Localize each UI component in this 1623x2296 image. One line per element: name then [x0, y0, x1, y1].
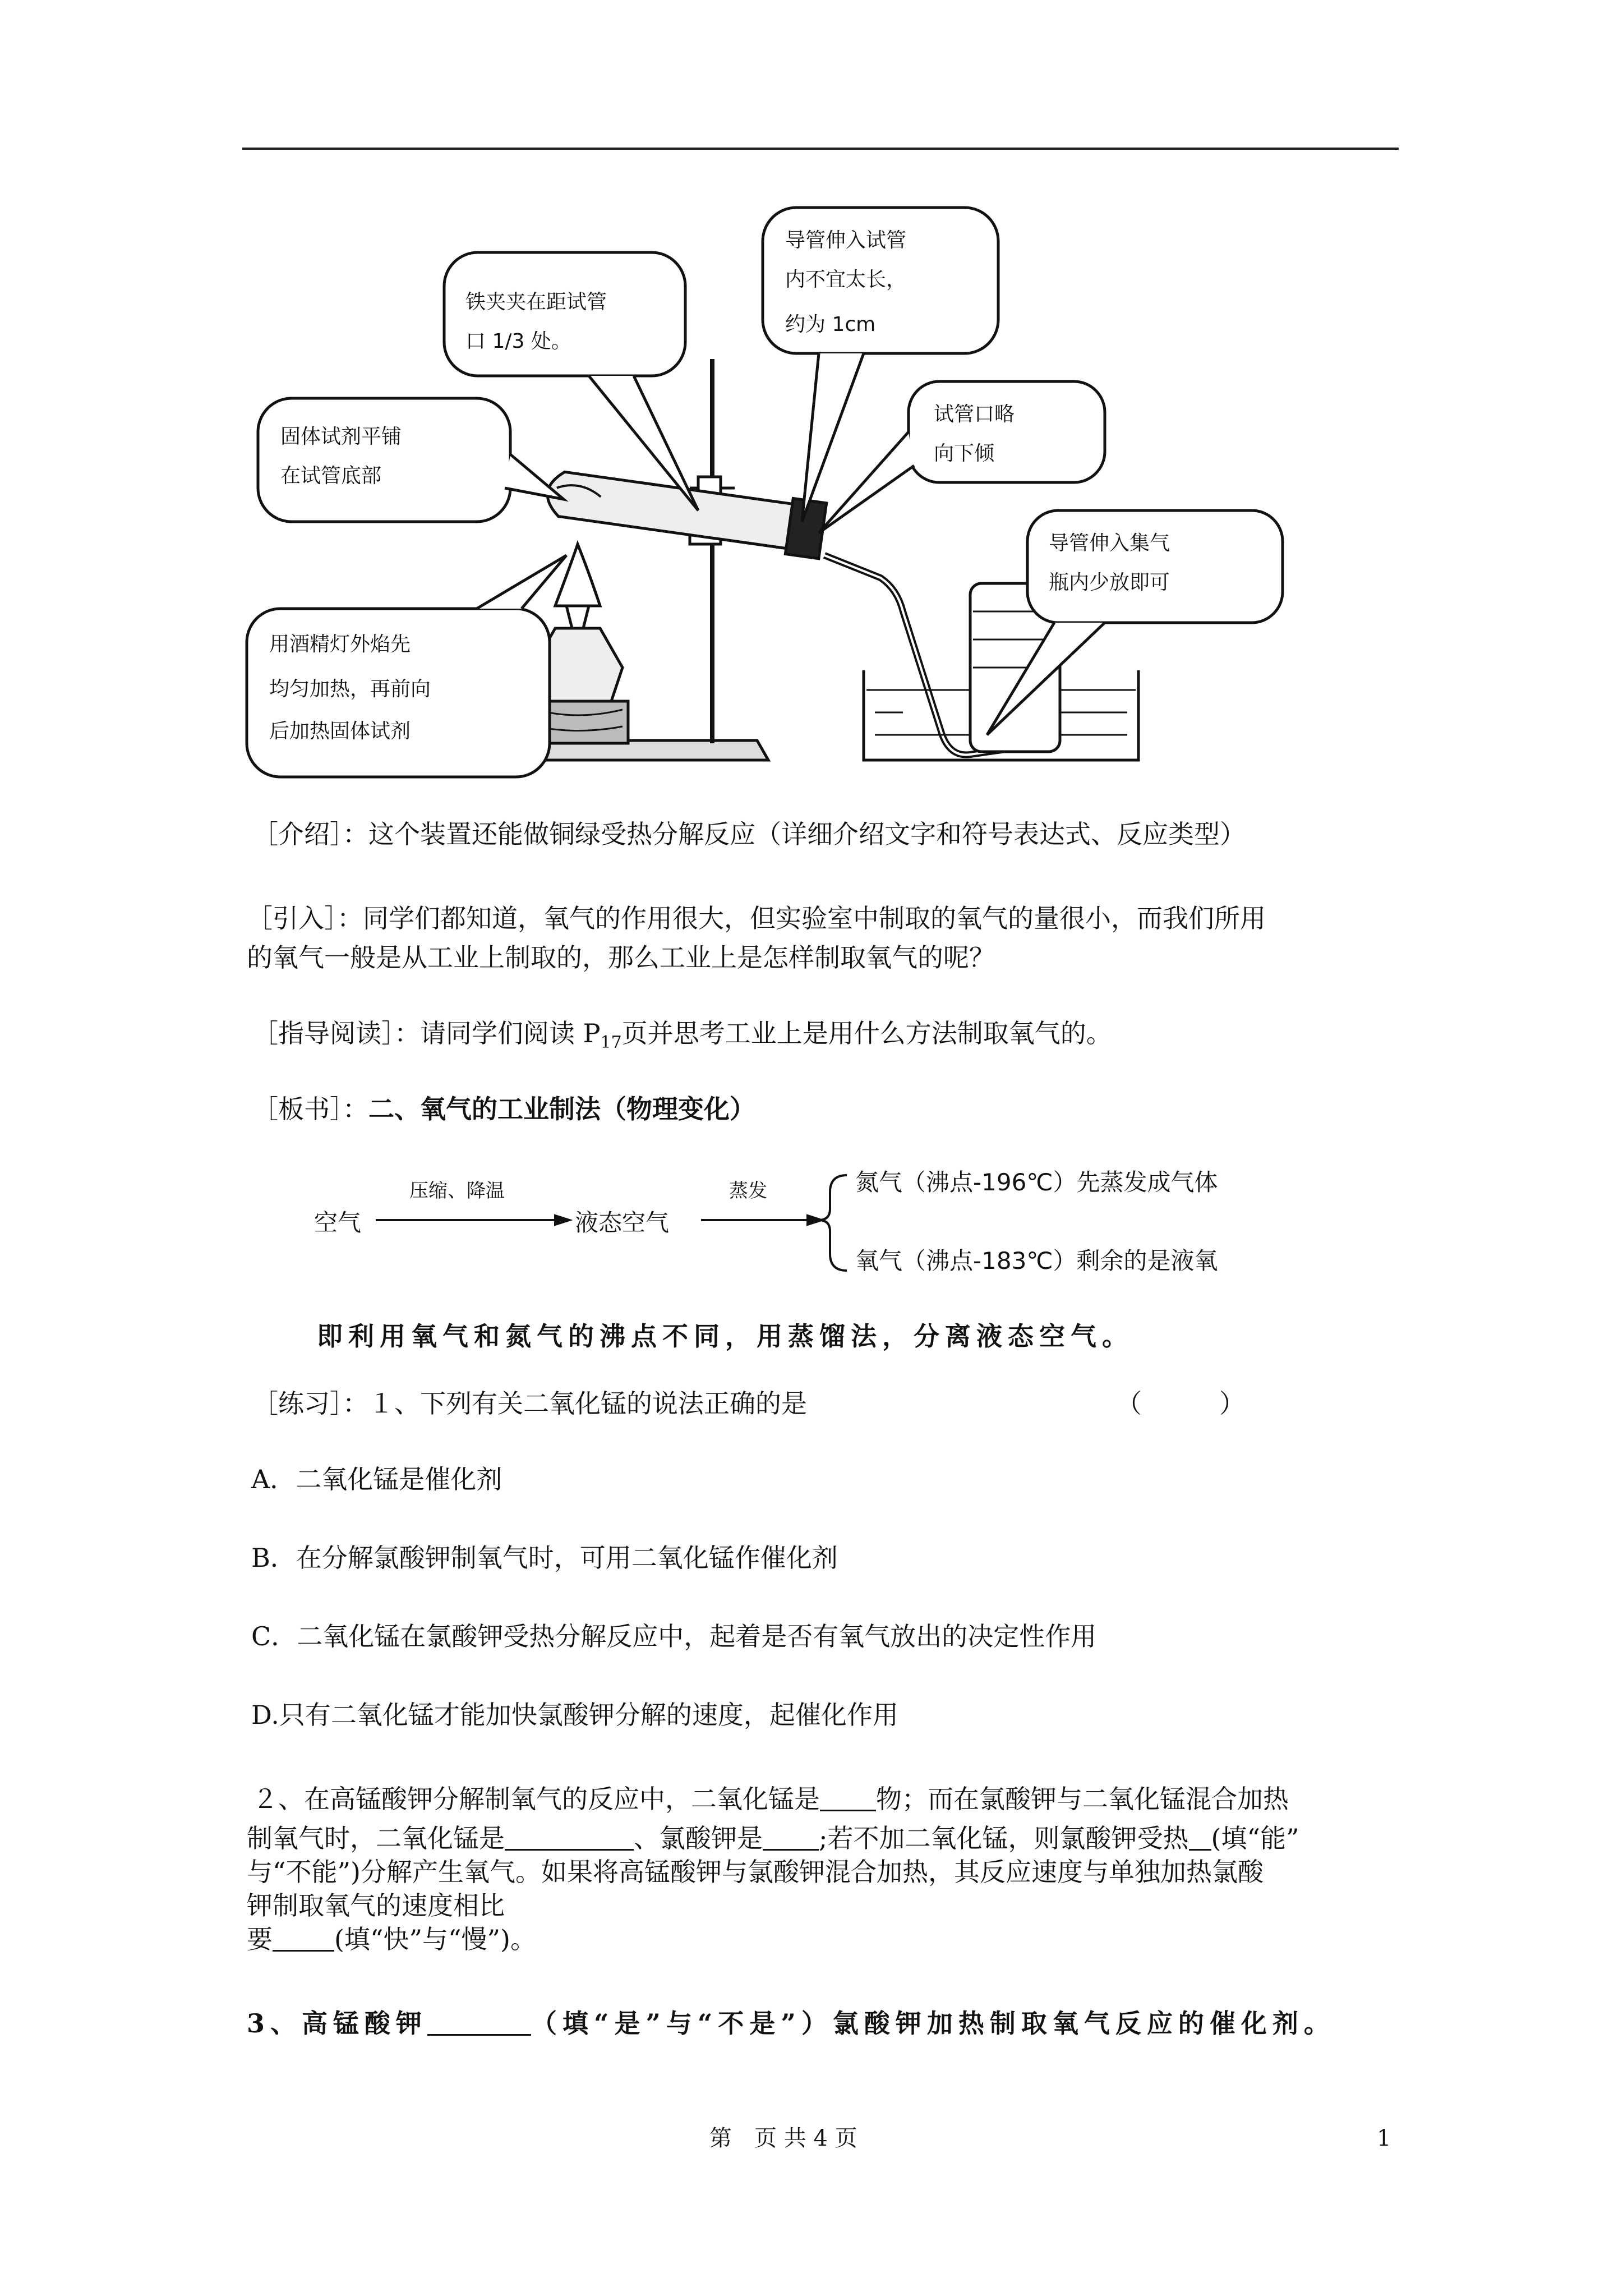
oxygen-line: 氧气（沸点-183℃）剩余的是液氧 — [855, 1247, 1218, 1274]
exercise-q1-answer-paren: （ ） — [1116, 1388, 1245, 1419]
callout-solid-reagent-text: 固体试剂平铺 在试管底部 — [280, 425, 402, 487]
callout-gas-bottle-bubble — [1027, 510, 1283, 623]
exercise-q2-line4: 钾制取氧气的速度相比 — [247, 1890, 505, 1921]
option-c: C．二氧化锰在氯酸钾受热分解反应中，起着是否有氧气放出的决定性作用 — [251, 1621, 1097, 1651]
exercise-q2-line1: ２、在高锰酸钾分解制氧气的反应中，二氧化锰是 物；而在氯酸钾与二氧化锰混合加热 — [252, 1784, 1289, 1814]
evaporate-label: 蒸发 — [729, 1180, 767, 1202]
exercise-q2-line5: 要 (填“快”与“慢”)。 — [247, 1924, 536, 1954]
callout-tube-in-text: 导管伸入试管 内不宜太长， 约为 1cm — [785, 229, 907, 336]
exercise-q3: 3、高锰酸钾 （填“是”与“不是”）氯酸钾加热制取氧气反应的催化剂。 — [247, 2008, 1335, 2039]
lead-paragraph-line2: 的氧气一般是从工业上制取的，那么工业上是怎样制取氧气的呢？ — [247, 942, 995, 973]
exercise-q1: ［练习］：１、下列有关二氧化锰的说法正确的是 — [252, 1388, 807, 1419]
exercise-q2-line3: 与“不能”)分解产生氧气。如果将高锰酸钾与氯酸钾混合加热，其反应速度与单独加热氯酸 — [247, 1857, 1264, 1887]
board-heading: ［板书］：二、氧气的工业制法（物理变化） — [252, 1094, 755, 1124]
footer-page-text: 第 页 共 4 页 — [709, 2125, 857, 2151]
option-b: B．在分解氯酸钾制氧气时，可用二氧化锰作催化剂 — [251, 1543, 838, 1573]
callout-solid-reagent-bubble — [258, 398, 510, 522]
industrial-process-diagram — [314, 1164, 1380, 1299]
callout-gas-bottle-text: 导管伸入集气 瓶内少放即可 — [1049, 532, 1170, 594]
exercise-q2-line2: 制氧气时，二氧化锰是 、氯酸钾是 ;若不加二氧化锰，则氯酸钾受热 (填“能” — [247, 1823, 1299, 1853]
option-d: D.只有二氧化锰才能加快氯酸钾分解的速度，起催化作用 — [251, 1700, 898, 1730]
callout-tube-mouth-text: 试管口略 向下倾 — [934, 403, 1015, 465]
guide-reading-paragraph: ［指导阅读］：请同学们阅读 $P_{17}$页并思考工业上是用什么方法制取氧气的。 — [252, 1018, 1112, 1052]
apparatus-figure — [241, 196, 1284, 785]
callout-heating-text: 用酒精灯外焰先 均匀加热，再前向 后加热固体试剂 — [269, 633, 431, 743]
nitrogen-line: 氮气（沸点-196℃）先蒸发成气体 — [855, 1168, 1218, 1196]
liquid-air-label: 液态空气 — [575, 1209, 670, 1236]
summary-line: 即利用氧气和氮气的沸点不同，用蒸馏法，分离液态空气。 — [317, 1321, 1133, 1351]
footer-page-number: 1 — [1377, 2125, 1391, 2151]
callout-iron-clamp-bubble — [444, 252, 685, 376]
callout-tube-mouth-bubble — [909, 381, 1105, 482]
test-tube — [544, 464, 827, 559]
option-a: A．二氧化锰是催化剂 — [251, 1464, 502, 1494]
header-rule — [242, 148, 1399, 150]
compress-cool-label: 压缩、降温 — [409, 1180, 505, 1202]
intro-paragraph: ［介绍］：这个装置还能做铜绿受热分解反应（详细介绍文字和符号表达式、反应类型） — [252, 819, 1246, 849]
lead-paragraph-line1: ［引入］：同学们都知道，氧气的作用很大，但实验室中制取的氧气的量很小，而我们所用 — [247, 903, 1266, 933]
air-label: 空气 — [314, 1209, 362, 1236]
callout-iron-clamp-text: 铁夹夹在距试管 口 1/3 处。 — [465, 291, 607, 353]
